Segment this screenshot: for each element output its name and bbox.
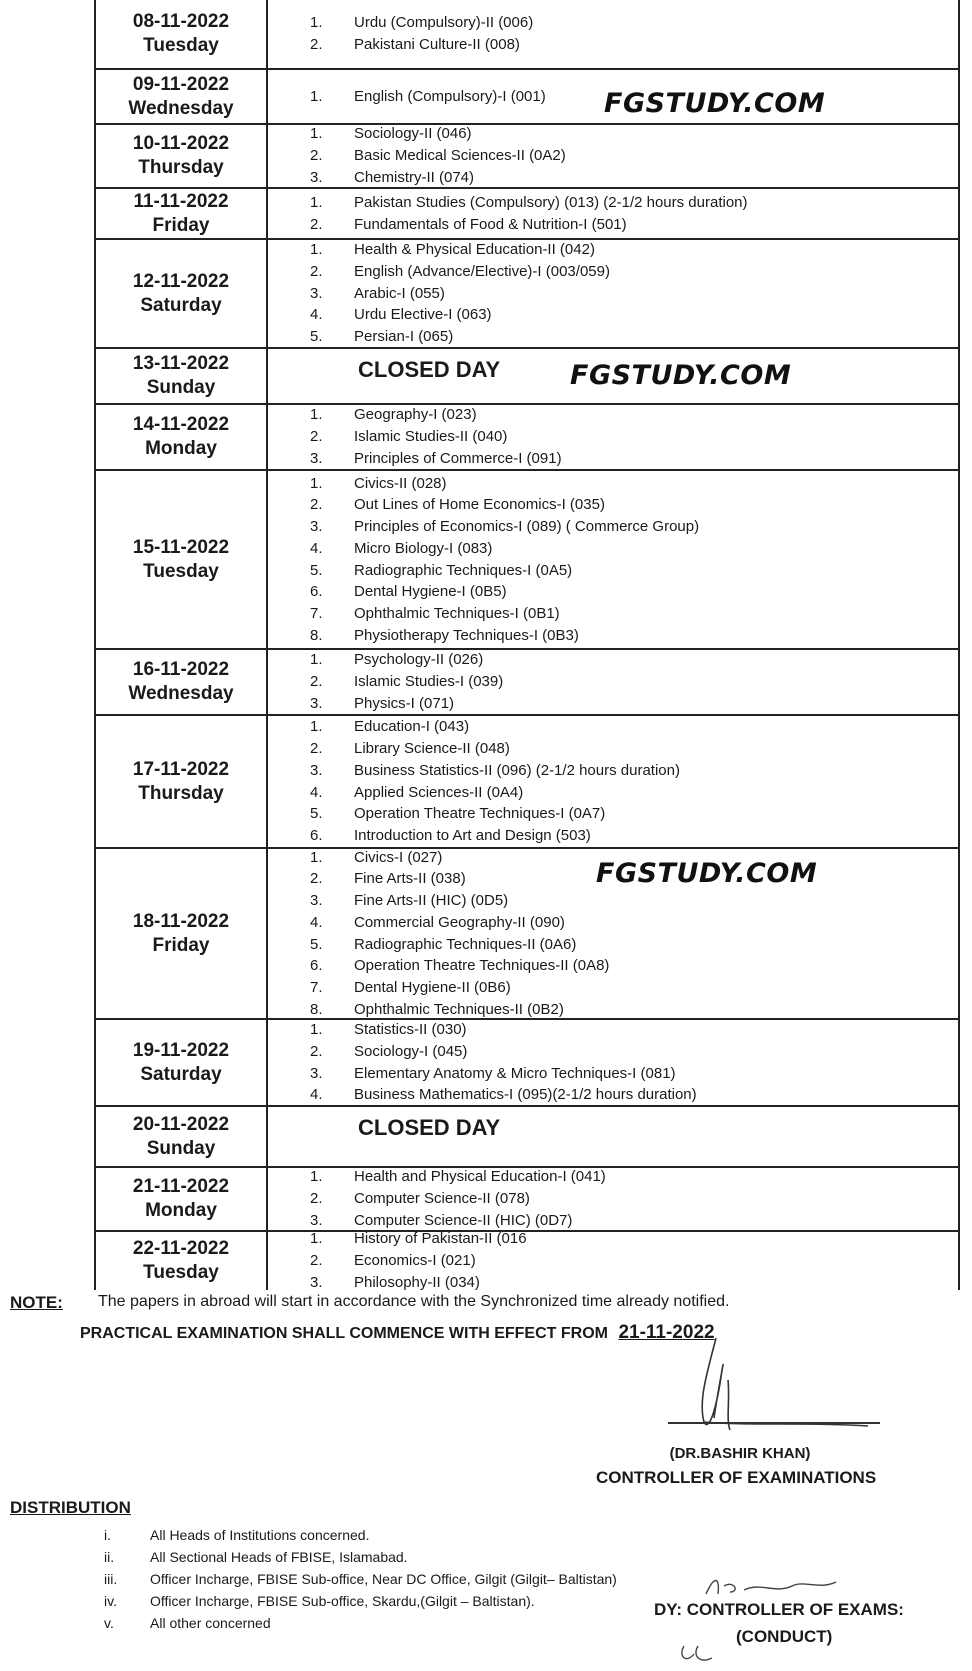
paper-title: Geography-I (023)	[354, 406, 477, 424]
paper-number: 8.	[310, 626, 323, 644]
paper-number: 7.	[310, 978, 323, 996]
paper-item	[310, 473, 950, 495]
paper-title: Urdu (Compulsory)-II (006)	[354, 14, 534, 32]
schedule-row	[96, 1107, 958, 1168]
paper-number: 6.	[310, 583, 323, 601]
controller-name: (DR.BASHIR KHAN)	[669, 1445, 811, 1462]
paper-item	[310, 1019, 950, 1041]
watermark: FGSTUDY.COM	[570, 360, 792, 391]
practical-exam-notice	[80, 1322, 715, 1344]
paper-list	[310, 718, 950, 845]
paper-number: 1.	[310, 241, 323, 259]
paper-title: Out Lines of Home Economics-I (035)	[354, 496, 605, 514]
paper-number: 2.	[310, 147, 323, 165]
paper-number: 5.	[310, 561, 323, 579]
paper-title: Arabic-I (055)	[354, 284, 445, 302]
paper-item	[310, 1272, 950, 1294]
paper-item	[310, 516, 950, 538]
paper-item	[310, 1166, 950, 1188]
paper-title: Fundamentals of Food & Nutrition-I (501)	[354, 215, 627, 233]
distribution-number: i.	[104, 1527, 111, 1543]
paper-item	[310, 977, 950, 999]
paper-title: Pakistan Studies (Compulsory) (013) (2-1/2 hours duration)	[354, 193, 748, 211]
paper-number: 7.	[310, 604, 323, 622]
paper-item	[310, 603, 950, 625]
paper-number: 2.	[310, 1190, 323, 1208]
exam-day: Monday	[145, 1200, 217, 1221]
paper-number: 3.	[310, 284, 323, 302]
distribution-list	[104, 1524, 617, 1634]
paper-number: 4.	[310, 783, 323, 801]
paper-item	[310, 448, 950, 470]
paper-item	[310, 426, 950, 448]
paper-title: Elementary Anatomy & Micro Techniques-I (081)	[354, 1064, 676, 1082]
paper-item	[310, 716, 950, 738]
distribution-recipient: All Sectional Heads of FBISE, Islamabad.	[150, 1549, 408, 1565]
paper-item	[310, 955, 950, 977]
paper-number: 3.	[310, 694, 323, 712]
paper-number: 1.	[310, 87, 323, 105]
paper-number: 5.	[310, 935, 323, 953]
exam-day: Tuesday	[143, 35, 219, 56]
paper-number: 2.	[310, 428, 323, 446]
exam-day: Wednesday	[128, 97, 234, 119]
paper-title: Basic Medical Sciences-II (0A2)	[354, 147, 566, 165]
distribution-item	[104, 1524, 617, 1546]
paper-title: Principles of Commerce-I (091)	[354, 449, 562, 467]
paper-list	[310, 652, 950, 712]
date-cell	[96, 1107, 268, 1166]
paper-number: 2.	[310, 1252, 323, 1270]
paper-number: 1.	[310, 1021, 323, 1039]
exam-date: 16-11-2022	[132, 659, 230, 680]
exam-date: 09-11-2022	[132, 73, 230, 95]
paper-list	[310, 242, 950, 345]
exam-date: 20-11-2022	[132, 1113, 230, 1135]
paper-number: 4.	[310, 539, 323, 557]
exam-day: Saturday	[140, 1063, 222, 1085]
paper-title: Islamic Studies-II (040)	[354, 428, 508, 446]
schedule-row	[96, 349, 958, 405]
paper-title: Psychology-II (026)	[354, 651, 484, 669]
distribution-number: iii.	[104, 1571, 118, 1587]
date-cell	[96, 1020, 268, 1105]
exam-day: Friday	[152, 214, 210, 236]
paper-title: Philosophy-II (034)	[354, 1273, 480, 1291]
exam-day: Tuesday	[143, 1262, 219, 1283]
distribution-number: iv.	[104, 1593, 117, 1609]
exam-date: 15-11-2022	[132, 536, 230, 558]
schedule-row	[96, 240, 958, 349]
paper-list	[310, 191, 950, 236]
paper-number: 2.	[310, 673, 323, 691]
paper-number: 8.	[310, 1000, 323, 1018]
paper-item	[310, 560, 950, 582]
paper-item	[310, 649, 950, 671]
paper-number: 2.	[310, 740, 323, 758]
exam-day: Sunday	[146, 1137, 216, 1159]
paper-number: 1.	[310, 125, 323, 143]
paper-title: Fine Arts-II (038)	[354, 870, 466, 888]
paper-title: Radiographic Techniques-I (0A5)	[354, 561, 573, 579]
paper-title: Civics-II (028)	[354, 474, 447, 492]
paper-number: 6.	[310, 826, 323, 844]
schedule-row	[96, 1168, 958, 1232]
paper-number: 2.	[310, 215, 323, 233]
paper-item	[310, 999, 950, 1021]
exam-date: 17-11-2022	[132, 758, 230, 780]
schedule-row	[96, 1232, 958, 1290]
paper-title: Economics-I (021)	[354, 1252, 476, 1270]
paper-item	[310, 167, 950, 189]
paper-title: Computer Science-II (078)	[354, 1190, 530, 1208]
paper-item	[310, 803, 950, 825]
date-cell	[96, 849, 268, 1018]
exam-date: 12-11-2022	[132, 270, 230, 292]
exam-date: 21-11-2022	[132, 1176, 230, 1197]
paper-item	[310, 304, 950, 326]
paper-number: 1.	[310, 1230, 323, 1248]
paper-list	[310, 127, 950, 185]
paper-item	[310, 760, 950, 782]
exam-schedule-table	[94, 0, 960, 1290]
paper-number: 1.	[310, 193, 323, 211]
paper-title: Library Science-II (048)	[354, 740, 510, 758]
paper-title: Principles of Economics-I (089) ( Commerce Group)	[354, 518, 700, 536]
paper-title: Persian-I (065)	[354, 328, 454, 346]
paper-item	[310, 145, 950, 167]
paper-item	[310, 1250, 950, 1272]
schedule-row	[96, 471, 958, 650]
initials-scribble	[700, 1572, 860, 1602]
paper-title: Islamic Studies-I (039)	[354, 673, 504, 691]
paper-item	[310, 12, 950, 34]
date-cell	[96, 1168, 268, 1230]
closed-day-label: CLOSED DAY	[358, 1115, 501, 1140]
distribution-recipient: Officer Incharge, FBISE Sub-office, Skardu,(Gilgit – Baltistan).	[150, 1593, 535, 1609]
paper-item	[310, 494, 950, 516]
paper-number: 3.	[310, 761, 323, 779]
schedule-row	[96, 0, 958, 70]
paper-item	[310, 693, 950, 715]
paper-title: Business Statistics-II (096) (2-1/2 hours duration)	[354, 761, 680, 779]
exam-date: 10-11-2022	[132, 133, 230, 154]
paper-title: Sociology-I (045)	[354, 1042, 468, 1060]
paper-number: 4.	[310, 913, 323, 931]
paper-title: Pakistani Culture-II (008)	[354, 36, 520, 53]
date-cell	[96, 716, 268, 847]
paper-title: Introduction to Art and Design (503)	[354, 826, 591, 844]
paper-title: Education-I (043)	[354, 718, 470, 736]
paper-item	[310, 283, 950, 305]
exam-date: 11-11-2022	[133, 190, 229, 212]
paper-title: Micro Biology-I (083)	[354, 539, 493, 557]
watermark: FGSTUDY.COM	[604, 88, 826, 119]
schedule-row	[96, 849, 958, 1020]
paper-list	[310, 1170, 950, 1228]
paper-title: Urdu Elective-I (063)	[354, 306, 492, 324]
paper-item	[310, 1063, 950, 1085]
paper-item	[310, 123, 950, 145]
paper-number: 1.	[310, 474, 323, 492]
paper-title: Operation Theatre Techniques-II (0A8)	[354, 957, 610, 975]
distribution-item	[104, 1568, 617, 1590]
paper-item	[310, 782, 950, 804]
paper-title: Ophthalmic Techniques-II (0B2)	[354, 1000, 564, 1018]
paper-number: 1.	[310, 718, 323, 736]
paper-list	[310, 1022, 950, 1103]
paper-number: 2.	[310, 36, 323, 53]
date-cell	[96, 349, 268, 403]
paper-title: Health & Physical Education-II (042)	[354, 241, 595, 259]
exam-day: Saturday	[140, 294, 222, 316]
paper-number: 4.	[310, 306, 323, 324]
exam-day: Thursday	[138, 157, 224, 178]
paper-item	[310, 825, 950, 847]
date-cell	[96, 1232, 268, 1290]
paper-item	[310, 1084, 950, 1106]
paper-item	[310, 192, 950, 214]
paper-item	[310, 738, 950, 760]
exam-day: Monday	[145, 438, 217, 459]
paper-item	[310, 581, 950, 603]
date-cell	[96, 405, 268, 469]
paper-list	[310, 473, 950, 646]
paper-number: 1.	[310, 406, 323, 424]
schedule-row	[96, 405, 958, 471]
paper-title: Chemistry-II (074)	[354, 168, 475, 186]
controller-title: CONTROLLER OF EXAMINATIONS	[596, 1468, 877, 1487]
paper-number: 3.	[310, 168, 323, 186]
paper-item	[310, 1041, 950, 1063]
paper-title: Operation Theatre Techniques-I (0A7)	[354, 805, 606, 823]
paper-number: 2.	[310, 496, 323, 514]
date-cell	[96, 189, 268, 238]
paper-item	[310, 538, 950, 560]
paper-title: Dental Hygiene-II (0B6)	[354, 978, 511, 996]
paper-title: Civics-I (027)	[354, 848, 443, 866]
distribution-recipient: All other concerned	[150, 1615, 271, 1631]
watermark: FGSTUDY.COM	[596, 858, 818, 889]
paper-number: 1.	[310, 848, 323, 866]
distribution-label: DISTRIBUTION	[10, 1498, 131, 1517]
paper-title: History of Pakistan-II (016	[354, 1230, 527, 1248]
deputy-controller-section: (CONDUCT)	[736, 1627, 833, 1646]
date-cell	[96, 240, 268, 347]
schedule-row	[96, 189, 958, 240]
paper-title: Business Mathematics-I (095)(2-1/2 hours duration)	[354, 1086, 697, 1104]
paper-title: Radiographic Techniques-II (0A6)	[354, 935, 577, 953]
exam-date: 22-11-2022	[132, 1238, 230, 1259]
exam-date: 19-11-2022	[132, 1039, 230, 1061]
paper-item	[310, 404, 950, 426]
paper-item	[310, 671, 950, 693]
exam-day: Sunday	[146, 377, 216, 398]
paper-title: Applied Sciences-II (0A4)	[354, 783, 524, 801]
paper-number: 2.	[310, 262, 323, 280]
exam-date: 08-11-2022	[132, 11, 230, 32]
paper-title: Physics-I (071)	[354, 694, 455, 712]
schedule-row	[96, 70, 958, 125]
paper-item	[310, 261, 950, 283]
exam-date: 13-11-2022	[132, 353, 230, 374]
distribution-recipient: Officer Incharge, FBISE Sub-office, Near DC Office, Gilgit (Gilgit– Baltistan)	[150, 1571, 617, 1587]
paper-item	[310, 912, 950, 934]
exam-day: Friday	[152, 934, 210, 956]
paper-number: 3.	[310, 1064, 323, 1082]
date-cell	[96, 471, 268, 648]
date-cell	[96, 70, 268, 123]
initials-mark	[676, 1640, 726, 1668]
paper-title: English (Advance/Elective)-I (003/059)	[354, 262, 610, 280]
paper-title: Fine Arts-II (HIC) (0D5)	[354, 892, 509, 910]
paper-item	[310, 214, 950, 236]
paper-title: English (Compulsory)-I (001)	[354, 87, 546, 105]
paper-item	[310, 326, 950, 348]
exam-date: 14-11-2022	[132, 414, 230, 435]
distribution-item	[104, 1612, 617, 1634]
paper-item	[310, 239, 950, 261]
paper-number: 3.	[310, 518, 323, 536]
exam-date: 18-11-2022	[132, 910, 230, 932]
practical-text: PRACTICAL EXAMINATION SHALL COMMENCE WITH EFFECT FROM	[80, 1325, 608, 1342]
paper-title: Commercial Geography-II (090)	[354, 913, 565, 931]
paper-number: 3.	[310, 1211, 323, 1229]
paper-title: Physiotherapy Techniques-I (0B3)	[354, 626, 579, 644]
paper-item	[310, 625, 950, 647]
paper-item	[310, 890, 950, 912]
paper-number: 2.	[310, 870, 323, 888]
paper-number: 3.	[310, 892, 323, 910]
exam-day: Thursday	[138, 782, 224, 804]
paper-title: Computer Science-II (HIC) (0D7)	[354, 1211, 573, 1229]
paper-title: Ophthalmic Techniques-I (0B1)	[354, 604, 560, 622]
deputy-controller-title: DY: CONTROLLER OF EXAMS:	[654, 1600, 904, 1619]
paper-title: Statistics-II (030)	[354, 1021, 467, 1039]
distribution-number: v.	[104, 1615, 114, 1631]
paper-number: 2.	[310, 1042, 323, 1060]
note-text: The papers in abroad will start in accordance with the Synchronized time already notified.	[98, 1293, 730, 1310]
date-cell	[96, 650, 268, 714]
paper-number: 1.	[310, 651, 323, 669]
distribution-recipient: All Heads of Institutions concerned.	[150, 1527, 370, 1543]
paper-title: Dental Hygiene-I (0B5)	[354, 583, 507, 601]
exam-day: Wednesday	[128, 683, 234, 704]
paper-list	[310, 2, 950, 66]
schedule-row	[96, 125, 958, 189]
practical-date: 21-11-2022	[618, 1322, 715, 1343]
paper-number: 6.	[310, 957, 323, 975]
paper-number: 1.	[310, 14, 323, 32]
distribution-item	[104, 1546, 617, 1568]
date-cell	[96, 0, 268, 68]
schedule-row	[96, 716, 958, 849]
paper-number: 5.	[310, 328, 323, 346]
date-cell	[96, 125, 268, 187]
closed-day-label: CLOSED DAY	[358, 357, 501, 382]
exam-day: Tuesday	[143, 560, 219, 582]
paper-list	[310, 407, 950, 467]
paper-number: 3.	[310, 449, 323, 467]
paper-number: 3.	[310, 1273, 323, 1291]
signature-line	[668, 1422, 880, 1424]
distribution-item	[104, 1590, 617, 1612]
paper-number: 4.	[310, 1086, 323, 1104]
note-label: NOTE:	[10, 1293, 63, 1312]
schedule-row	[96, 1020, 958, 1107]
paper-number: 5.	[310, 805, 323, 823]
paper-list	[310, 1230, 950, 1291]
distribution-number: ii.	[104, 1549, 115, 1565]
paper-title: Sociology-II (046)	[354, 125, 472, 143]
paper-item	[310, 34, 950, 56]
paper-item	[310, 1188, 950, 1210]
paper-title: Health and Physical Education-I (041)	[354, 1168, 606, 1186]
paper-item	[310, 1228, 950, 1250]
paper-item	[310, 934, 950, 956]
schedule-row	[96, 650, 958, 716]
paper-number: 1.	[310, 1168, 323, 1186]
